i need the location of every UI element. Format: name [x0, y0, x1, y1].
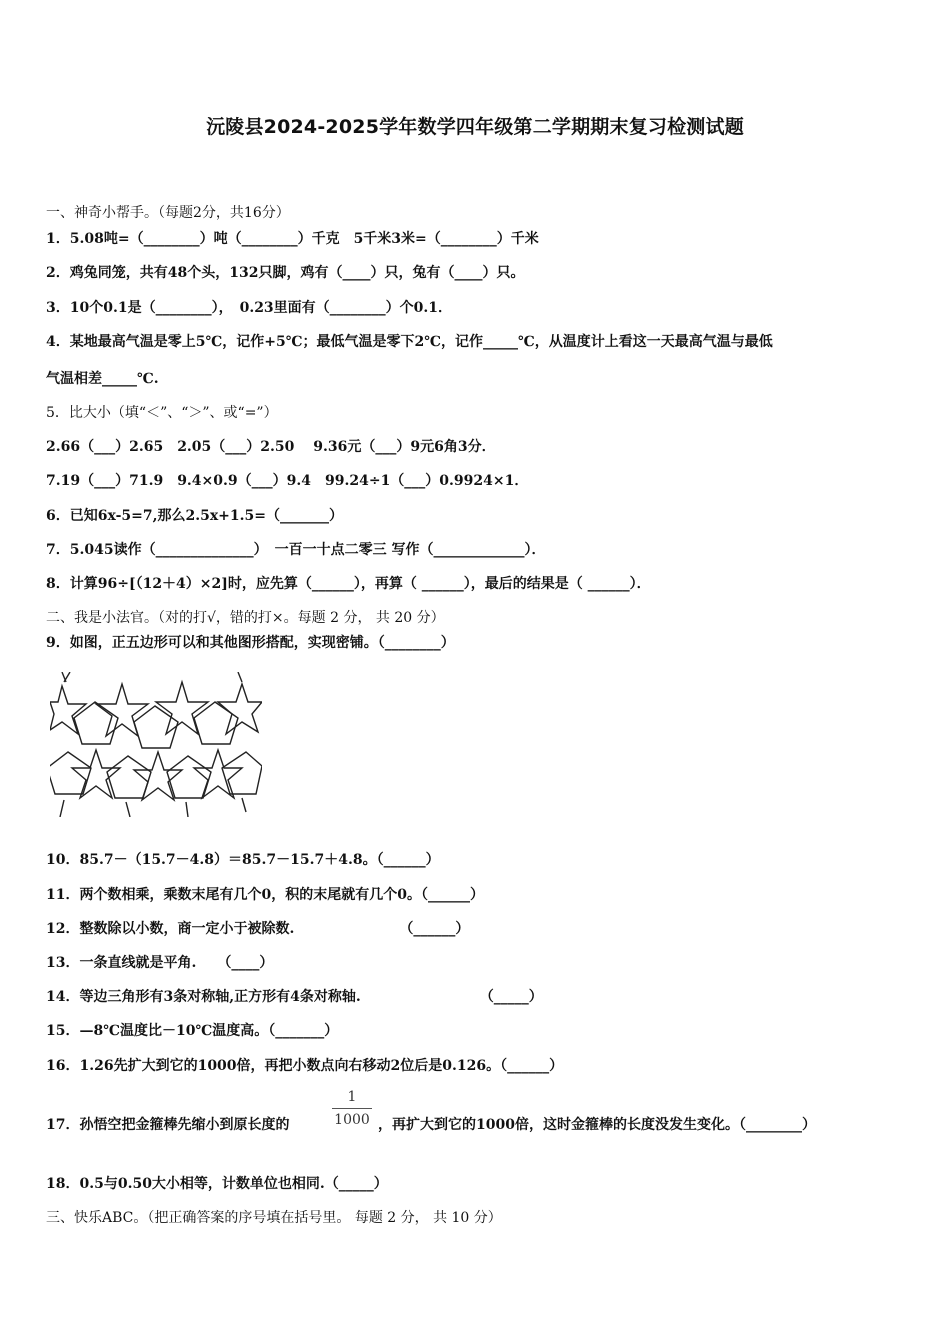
fraction-numerator: 1: [347, 1089, 357, 1105]
question-5-row-1: 2.66（___）2.65 2.05（___）2.50 9.36元（___）9元6角3分．: [46, 439, 496, 455]
question-5-row-2: 7.19（___）71.9 9.4×0.9（___）9.4 99.24÷1（___）0.9924×1．: [46, 473, 529, 489]
page-title: 沅陵县2024-2025学年数学四年级第二学期期末复习检测试题: [206, 116, 744, 138]
question-10: 10．85.7－（15.7－4.8）＝85.7－15.7＋4.8。（______）: [46, 852, 440, 868]
section-1-heading: 一、神奇小帮手。（每题2分，共16分）: [46, 205, 290, 221]
pentagon-tiling-figure: [50, 672, 262, 817]
question-14: 14．等边三角形有3条对称轴,正方形有4条对称轴. （_____）: [46, 989, 543, 1005]
section-3-heading: 三、快乐ABC。（把正确答案的序号填在括号里。 每题 2 分， 共 10 分）: [46, 1210, 502, 1226]
question-13: 13．一条直线就是平角. （____）: [46, 955, 274, 971]
question-18: 18．0.5与0.50大小相等，计数单位也相同.（_____）: [46, 1176, 388, 1192]
question-17-part-1: 17．孙悟空把金箍棒先缩小到原长度的: [46, 1117, 290, 1133]
question-1: 1．5.08吨=（________）吨（________）千克 5千米3米=（________）千米: [46, 231, 539, 247]
question-17-part-2: ，再扩大到它的1000倍，这时金箍棒的长度没发生变化。（________）: [378, 1117, 816, 1133]
question-15: 15．—8℃温度比－10℃温度高。（_______）: [46, 1023, 339, 1039]
question-16: 16．1.26先扩大到它的1000倍，再把小数点向右移动2位后是0.126。（______）: [46, 1058, 564, 1074]
question-12: 12．整数除以小数，商一定小于被除数. （______）: [46, 921, 470, 937]
question-2: 2．鸡兔同笼，共有48个头，132只脚，鸡有（____）只，兔有（____）只。: [46, 265, 525, 281]
question-5: 5．比大小（填“＜”、“＞”、或“=”）: [46, 405, 278, 421]
question-8: 8．计算96÷[（12＋4）×2]时，应先算（______），再算（ ______），最后的结果是（ ______）．: [46, 576, 651, 592]
question-7: 7．5.045读作（______________） 一百一十点二零三 写作（_____________）．: [46, 542, 546, 558]
section-2-heading: 二、我是小法官。（对的打√，错的打×。每题 2 分， 共 20 分）: [46, 610, 445, 626]
question-3: 3．10个0.1是（________）， 0.23里面有（________）个0.1．: [46, 300, 453, 316]
fraction-bar: [332, 1108, 372, 1109]
question-6: 6．已知6x-5=7,那么2.5x+1.5=（_______）: [46, 508, 344, 524]
question-11: 11．两个数相乘，乘数末尾有几个0，积的末尾就有几个0。（______）: [46, 887, 484, 903]
question-4-line-2: 气温相差_____℃.: [46, 371, 159, 387]
question-9: 9．如图，正五边形可以和其他图形搭配，实现密铺。（________）: [46, 635, 455, 651]
question-4-line-1: 4．某地最高气温是零上5℃，记作+5℃；最低气温是零下2℃，记作_____℃，从温度计上看这一天最高气温与最低: [46, 334, 773, 350]
fraction-one-thousandth: [330, 1087, 374, 1130]
fraction-denominator: 1000: [334, 1112, 370, 1128]
